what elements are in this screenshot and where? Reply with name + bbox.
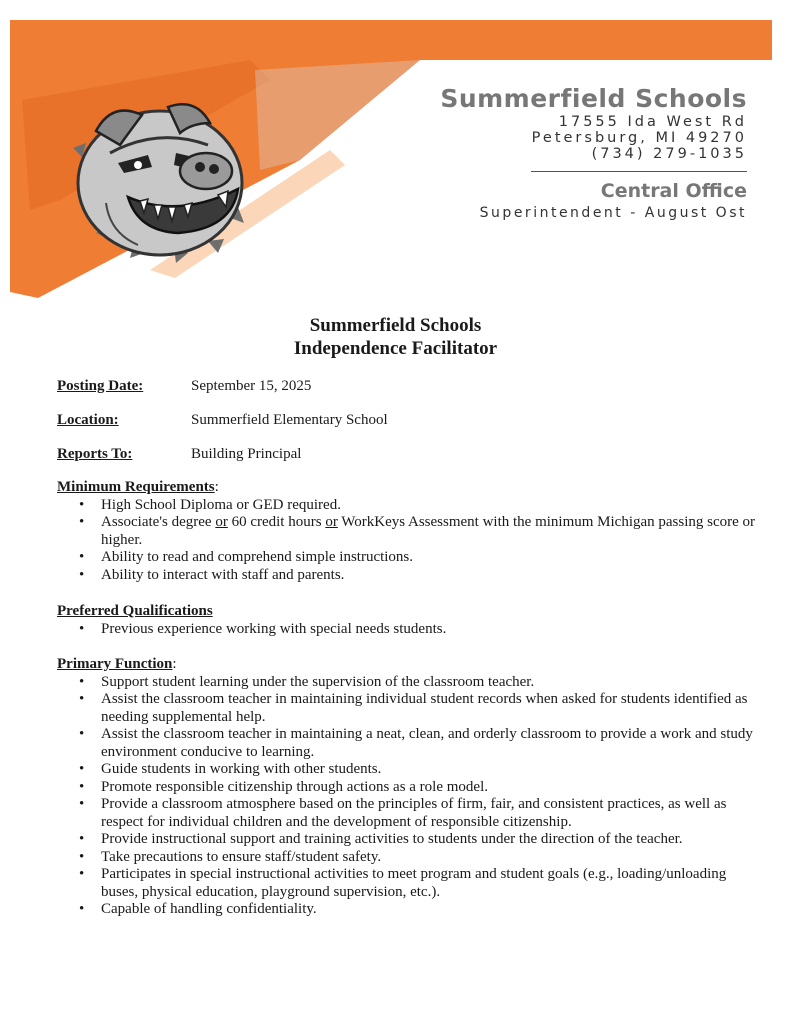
section-heading-colon: : xyxy=(172,656,177,672)
section-heading: Preferred Qualifications xyxy=(57,603,213,619)
field-label: Posting Date: xyxy=(57,378,144,394)
list-item: • High School Diploma or GED required. xyxy=(57,497,757,515)
office-name: Central Office xyxy=(600,180,747,202)
item-or-underlined: or xyxy=(325,514,338,530)
list-item: • Assist the classroom teacher in maintaining a neat, clean, and orderly classroom to provide a work and study environment conducive to learning. xyxy=(57,726,757,761)
address-city: Petersburg, MI 49270 xyxy=(531,130,747,146)
field-value: Summerfield Elementary School xyxy=(191,412,388,428)
section-heading xyxy=(57,479,757,497)
list-item: • Ability to interact with staff and parents. xyxy=(57,567,757,585)
list-item: • Assist the classroom teacher in maintaining individual student records when asked for students identified as needing supplemental help. xyxy=(57,691,757,726)
title-position: Independence Facilitator xyxy=(293,338,498,359)
section-minimum-requirements xyxy=(57,479,757,584)
qualifications-list xyxy=(57,621,757,639)
item-or-underlined: or xyxy=(215,514,228,530)
field-value: September 15, 2025 xyxy=(191,378,312,394)
letterhead-contact xyxy=(440,84,747,162)
office-block xyxy=(480,179,747,223)
list-item: • Participates in special instructional activities to meet program and student goals (e.g., loading/unloading buses, physical education, playground supervision, etc.). xyxy=(57,866,757,901)
field-label: Location: xyxy=(57,412,119,428)
list-item: • Promote responsible citizenship through actions as a role model. xyxy=(57,779,757,797)
list-item: • Guide students in working with other students. xyxy=(57,761,757,779)
address-street: 17555 Ida West Rd xyxy=(558,114,747,130)
functions-list xyxy=(57,674,757,919)
phone-number: (734) 279-1035 xyxy=(591,146,747,162)
section-heading xyxy=(57,656,757,674)
org-name: Summerfield Schools xyxy=(440,84,747,113)
section-heading-text: Minimum Requirements xyxy=(57,479,215,495)
item-text: WorkKeys Assessment with the minimum Michigan passing score or higher. xyxy=(101,514,756,548)
requirements-list xyxy=(57,497,757,585)
list-item: • Take precautions to ensure staff/student safety. xyxy=(57,849,757,867)
list-item: • Provide a classroom atmosphere based on the principles of firm, fair, and consistent practices, as well as respect for individual children and the development of responsible citizenship. xyxy=(57,796,757,831)
item-text: Associate's degree xyxy=(101,514,216,530)
letterhead-divider xyxy=(531,171,747,172)
list-item xyxy=(57,514,757,549)
field-label: Reports To: xyxy=(57,446,133,462)
document-title xyxy=(0,314,791,360)
section-heading-text: Primary Function xyxy=(57,656,173,672)
title-school: Summerfield Schools xyxy=(309,315,482,336)
field-value: Building Principal xyxy=(191,446,302,462)
bulldog-mascot-icon xyxy=(68,93,258,265)
list-item: • Capable of handling confidentiality. xyxy=(57,901,757,919)
list-item: • Ability to read and comprehend simple instructions. xyxy=(57,549,757,567)
list-item: • Provide instructional support and training activities to students under the direction of the teacher. xyxy=(57,831,757,849)
banner-shadow xyxy=(255,60,420,170)
section-heading-colon: : xyxy=(214,479,219,495)
section-primary-function xyxy=(57,656,757,919)
list-item: • Support student learning under the supervision of the classroom teacher. xyxy=(57,674,757,692)
list-item: • Previous experience working with special needs students. xyxy=(57,621,757,639)
item-text: 60 credit hours xyxy=(227,514,326,530)
office-subtitle: Superintendent - August Ost xyxy=(479,205,747,221)
section-preferred-qualifications xyxy=(57,603,757,638)
